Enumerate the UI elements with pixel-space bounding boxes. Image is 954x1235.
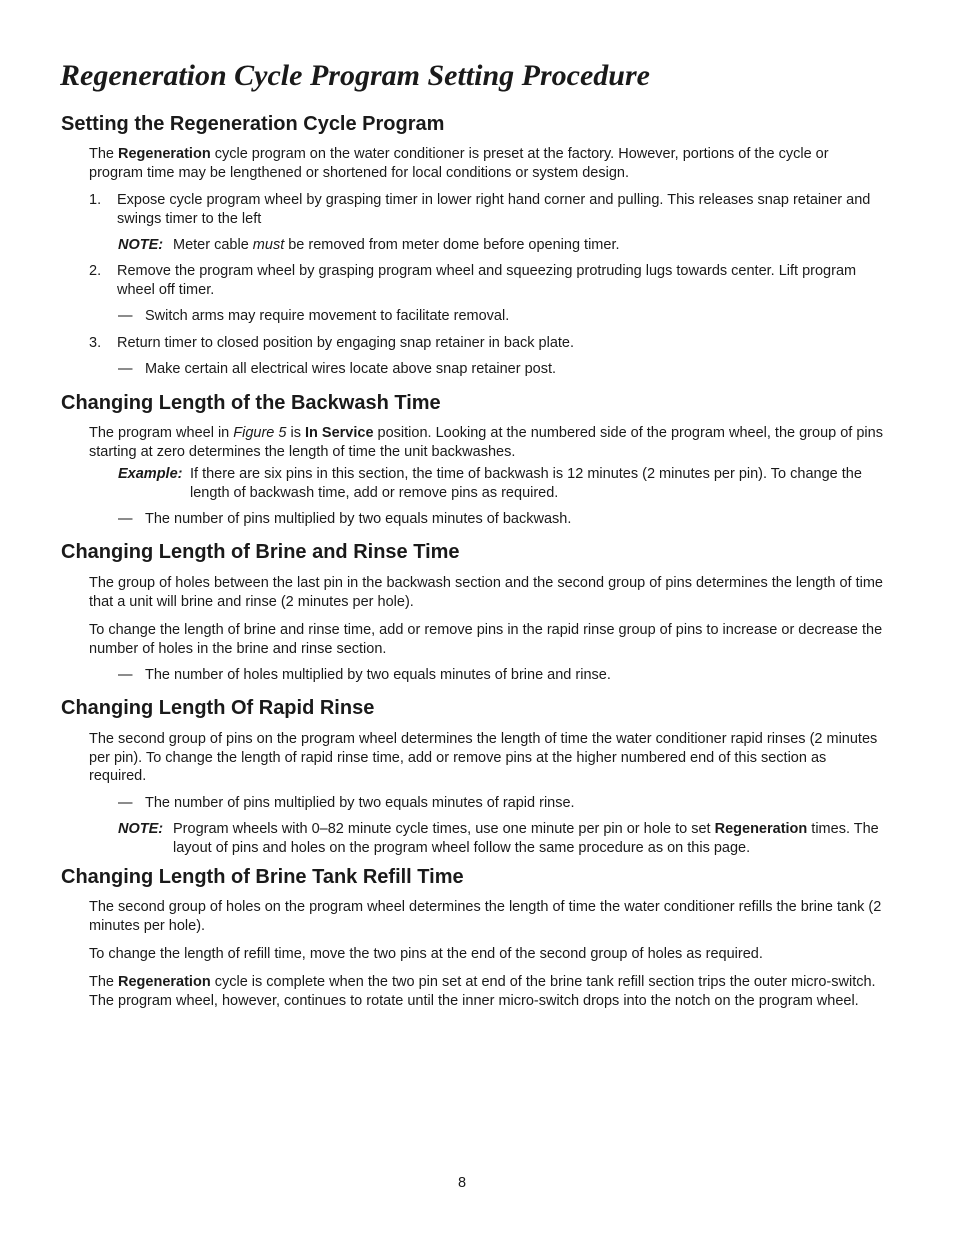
- dash-item-rapid-rinse: — The number of pins multiplied by two equals minutes of rapid rinse.: [118, 795, 575, 811]
- step-1: [89, 191, 884, 228]
- step-text: Remove the program wheel by grasping program wheel and squeezing protruding lugs towards center. Lift program wheel off timer.: [117, 263, 857, 298]
- example-text: If there are six pins in this section, the time of backwash is 12 minutes (2 minutes per pin). To change the length of backwash time, add or remove pins as required.: [190, 466, 862, 501]
- brine-rinse-paragraph-1: The group of holes between the last pin in the backwash section and the second group of pins determines the length of time that a unit will brine and rinse (2 minutes per hole).: [89, 575, 883, 610]
- backwash-paragraph: The program wheel in Figure 5 is In Service position. Looking at the numbered side of the program wheel, the group of pins starting at zero determines the length of time the unit backwashes.: [89, 425, 883, 460]
- heading-rapid-rinse: Changing Length Of Rapid Rinse: [61, 697, 375, 719]
- refill-paragraph-2: To change the length of refill time, move the two pins at the end of the second group of holes as required.: [89, 946, 763, 962]
- step-3: [89, 334, 884, 353]
- rapid-rinse-paragraph: The second group of pins on the program wheel determines the length of time the water conditioner rapid rinses (2 minutes per pin). To change the length of rapid rinse time, add or remove pins at the higher numbered end of this section as required.: [89, 731, 878, 785]
- dash-item-electrical-wires: — Make certain all electrical wires locate above snap retainer post.: [118, 361, 557, 377]
- page-title: Regeneration Cycle Program Setting Procedure: [60, 59, 650, 92]
- em-dash: —: [118, 667, 133, 683]
- step-2: [89, 262, 884, 299]
- note-label: NOTE:: [118, 821, 164, 837]
- note-text: Meter cable must be removed from meter dome before opening timer.: [173, 237, 620, 253]
- em-dash: —: [118, 361, 133, 377]
- backwash-example: [118, 465, 884, 502]
- note-meter-cable: [118, 236, 884, 255]
- step-number: 3.: [89, 335, 102, 351]
- page-number: 8: [457, 1175, 467, 1191]
- dash-item-brine-rinse: — The number of holes multiplied by two equals minutes of brine and rinse.: [118, 667, 611, 683]
- heading-brine-rinse-time: Changing Length of Brine and Rinse Time: [61, 541, 460, 563]
- step-text: Return timer to closed position by engaging snap retainer in back plate.: [117, 335, 575, 351]
- step-number: 2.: [89, 263, 102, 279]
- note-label: NOTE:: [118, 237, 164, 253]
- heading-refill-time: Changing Length of Brine Tank Refill Time: [61, 866, 464, 888]
- step-text: Expose cycle program wheel by grasping timer in lower right hand corner and pulling. This releases snap retainer and swings timer to the left: [117, 192, 871, 227]
- em-dash: —: [118, 511, 133, 527]
- note-program-wheels: [118, 820, 884, 857]
- step-number: 1.: [89, 192, 102, 208]
- brine-rinse-paragraph-2: To change the length of brine and rinse time, add or remove pins in the rapid rinse group of pins to increase or decrease the number of holes in the brine and rinse section.: [89, 622, 883, 657]
- refill-paragraph-1: The second group of holes on the program wheel determines the length of time the water conditioner refills the brine tank (2 minutes per hole).: [89, 899, 882, 934]
- dash-item-switch-arms: — Switch arms may require movement to facilitate removal.: [118, 308, 510, 324]
- setting-intro-paragraph: The Regeneration cycle program on the water conditioner is preset at the factory. However, portions of the cycle or program time may be lengthened or shortened for local conditions or system design.: [89, 146, 829, 181]
- example-label: Example:: [118, 466, 183, 482]
- em-dash: —: [118, 795, 133, 811]
- refill-paragraph-3: The Regeneration cycle is complete when the two pin set at end of the brine tank refill section trips the outer micro-switch. The program wheel, however, continues to rotate until the inner micro-switch drops into the notch on the program wheel.: [89, 974, 876, 1009]
- heading-setting-program: Setting the Regeneration Cycle Program: [61, 113, 445, 135]
- note-text: Program wheels with 0–82 minute cycle times, use one minute per pin or hole to set Regeneration times. The layout of pins and holes on the program wheel follow the same procedure as on this page.: [173, 821, 879, 856]
- em-dash: —: [118, 308, 133, 324]
- dash-item-backwash: — The number of pins multiplied by two equals minutes of backwash.: [118, 511, 572, 527]
- heading-backwash-time: Changing Length of the Backwash Time: [61, 392, 441, 414]
